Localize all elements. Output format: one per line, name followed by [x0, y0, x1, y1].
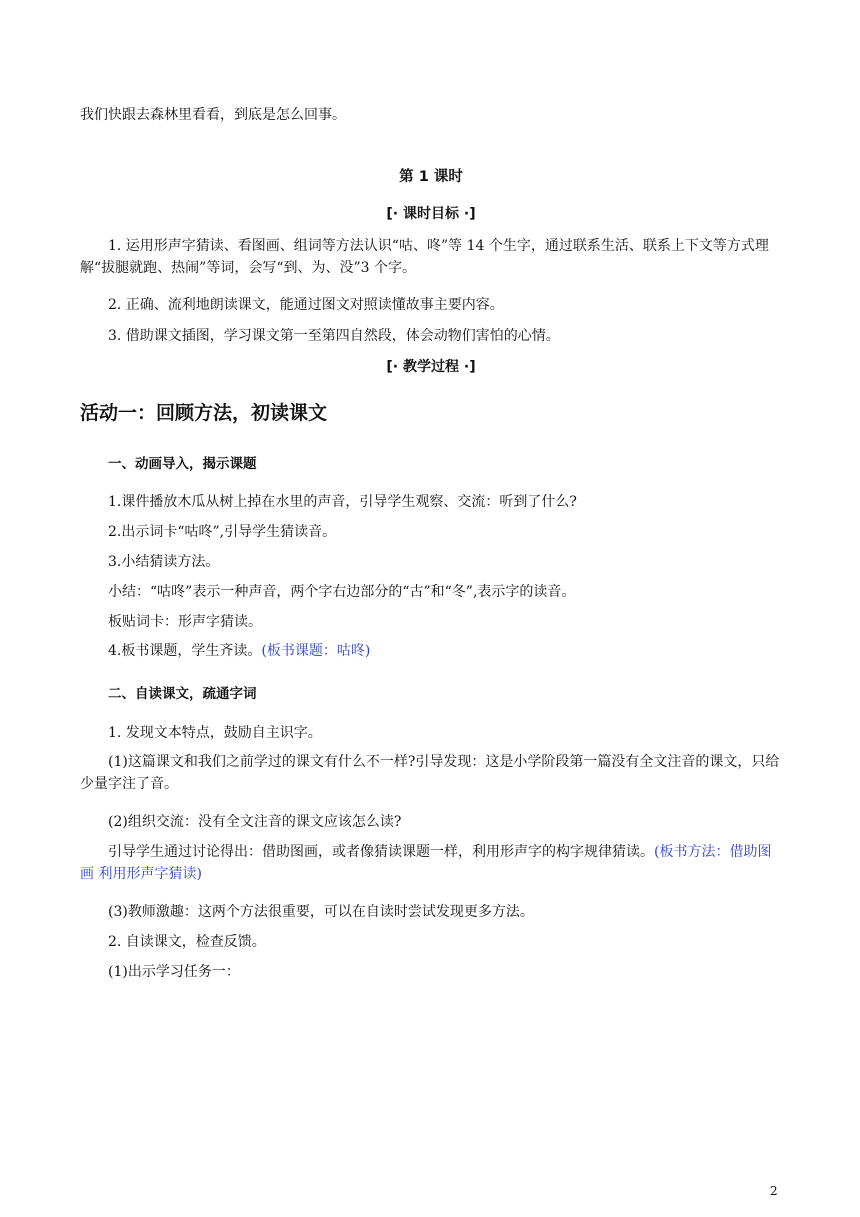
section1-title: 一、动画导入，揭示课题	[108, 456, 257, 472]
section2-para-5: (3)教师激趣：这两个方法很重要，可以在自读时尝试发现更多方法。	[108, 904, 534, 920]
section2-title: 二、自读课文，疏通字词	[108, 686, 257, 702]
section1-line-2: 2.出示词卡“咕咚”,引导学生猜读音。	[108, 524, 337, 540]
section2-para-4-text: 引导学生通过讨论得出：借助图画，或者像猜读课题一样，利用形声字的构字规律猜读。	[108, 844, 654, 860]
lesson-title: 第 1 课时	[399, 169, 463, 185]
goal-item-2: 2. 正确、流利地朗读课文，能通过图文对照读懂故事主要内容。	[108, 297, 504, 313]
section1-line-1: 1.课件播放木瓜从树上掉在水里的声音，引导学生观察、交流：听到了什么?	[108, 494, 577, 510]
activity1-title: 活动一：回顾方法，初读课文	[80, 402, 328, 424]
section2-para-6: 2. 自读课文，检查反馈。	[108, 934, 266, 950]
goal-item-3: 3. 借助课文插图，学习课文第一至第四自然段，体会动物们害怕的心情。	[108, 328, 560, 344]
section1-line-4: 小结：“咕咚”表示一种声音，两个字右边部分的“古”和“冬”,表示字的读音。	[108, 584, 576, 600]
section1-line-3: 3.小结猜读方法。	[108, 554, 220, 570]
section1-line-6-text: 4.板书课题，学生齐读。	[108, 643, 262, 659]
page-number: 2	[770, 1184, 778, 1198]
section1-line-5: 板贴词卡：形声字猜读。	[108, 614, 262, 630]
process-heading: [· 教学过程 ·]	[386, 359, 476, 375]
section2-para-3: (2)组织交流：没有全文注音的课文应该怎么读?	[108, 814, 402, 830]
section1-line-6	[108, 640, 782, 662]
goals-heading: [· 课时目标 ·]	[386, 206, 476, 222]
board-note-methods: (板书方法：借助图画 利用形声字猜读)	[80, 844, 772, 882]
section2-para-7: (1)出示学习任务一：	[108, 964, 240, 980]
section2-para-4	[80, 841, 782, 885]
section2-para-1: 1. 发现文本特点，鼓励自主识字。	[108, 725, 322, 741]
board-note-title: (板书课题：咕咚)	[261, 643, 371, 659]
goal-item-1: 1. 运用形声字猜读、看图画、组词等方法认识“咕、咚”等 14 个生字，通过联系生活、联系上下文等方式理解“拔腿就跑、热闹”等词，会写“到、为、没”3 个字。	[80, 238, 769, 276]
intro-line: 我们快跟去森林里看看，到底是怎么回事。	[80, 107, 346, 123]
section2-para-2: (1)这篇课文和我们之前学过的课文有什么不一样?引导发现：这是小学阶段第一篇没有全文注音的课文，只给少量字注了音。	[80, 754, 780, 792]
